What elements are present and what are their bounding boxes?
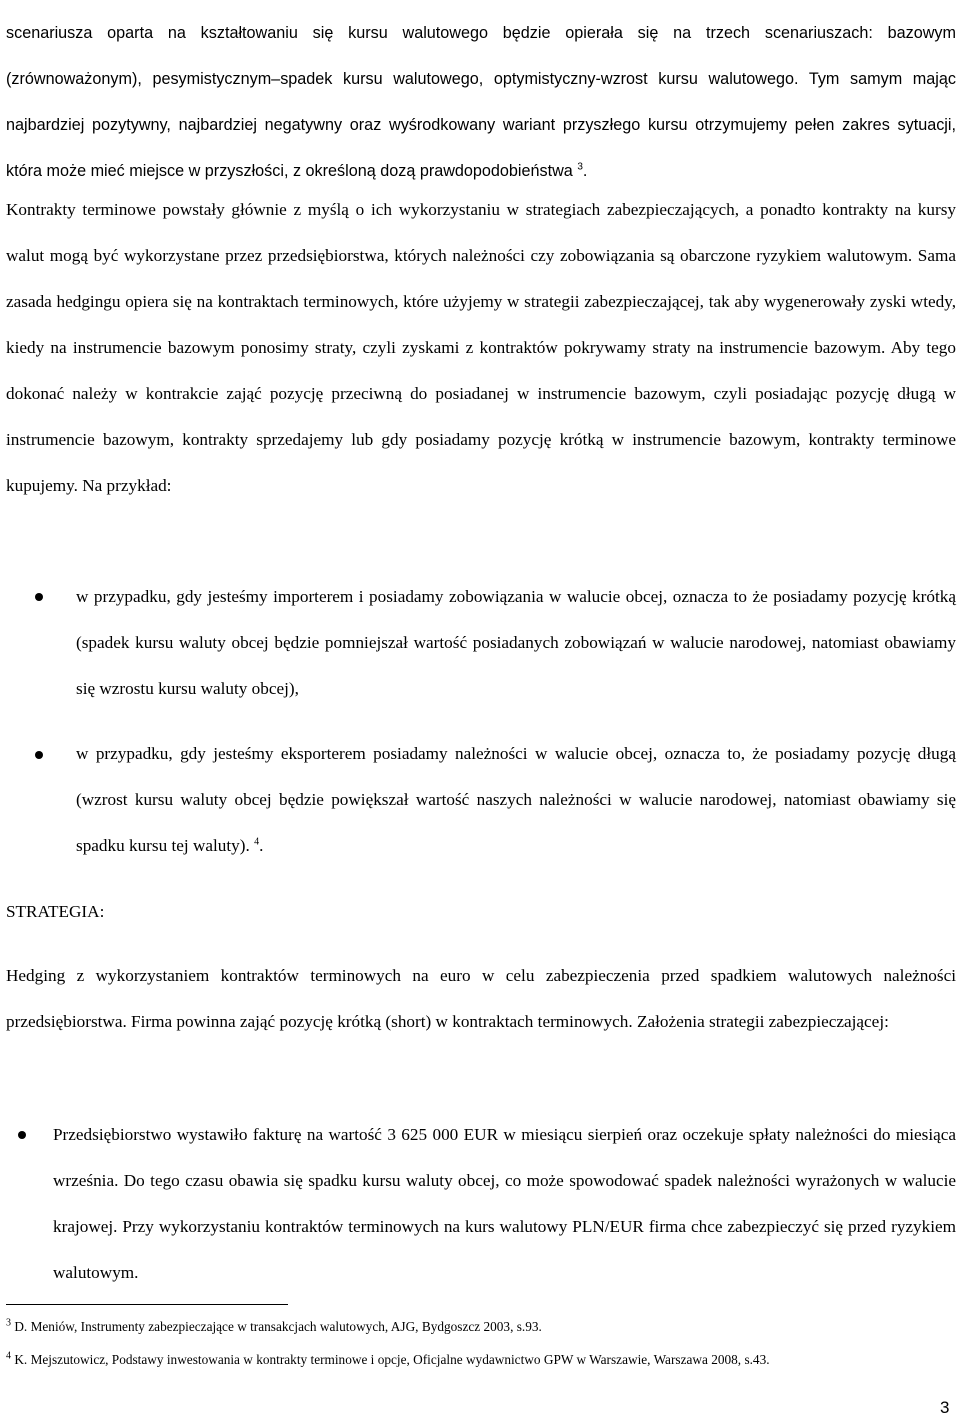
paragraph-scenarios <box>6 10 956 194</box>
bullet-item-exporter-text: w przypadku, gdy jesteśmy eksporterem posiadamy należności w walucie obcej, oznacza to, że posiadamy pozycję długą (wzrost kursu waluty obcej będzie powiększał wartość naszych należności w walucie narodowej, natomiast obawiamy się spadku kursu tej waluty). <box>76 744 956 855</box>
paragraph-forward-contracts-text: Kontrakty terminowe powstały głównie z myślą o ich wykorzystaniu w strategiach zabezpieczających, a ponadto kontrakty na kursy walut mogą być wykorzystane przez przedsiębiorstwa, których należności czy zobowiązania są obarczone ryzykiem walutowym. Sama zasada hedgingu opiera się na kontraktach terminowych, które użyjemy w strategii zabezpieczającej, tak aby wygenerowały zyski wtedy, kiedy na instrumencie bazowym ponosimy straty, czyli zyskami z kontraktów pokrywamy straty na instrumencie bazowym. Aby tego dokonać należy w kontrakcie zająć pozycję przeciwną do posiadanej w instrumencie bazowym, czyli posiadając pozycję długą w instrumencie bazowym, kontrakty sprzedajemy lub gdy posiadamy pozycję krótką w instrumencie bazowym, kontrakty terminowe kupujemy. Na przykład: <box>6 200 956 495</box>
bullet-item-importer-text: w przypadku, gdy jesteśmy importerem i posiadamy zobowiązania w walucie obcej, oznacza to że posiadamy pozycję krótką (spadek kursu waluty obcej będzie pomniejszał wartość posiadanych zobowiązań w walucie narodowej, natomiast obawiamy się wzrostu kursu waluty obcej), <box>76 587 956 698</box>
footnote-3 <box>6 1318 946 1336</box>
footnote-number: 3 <box>6 1317 11 1329</box>
bullet-item-exporter <box>76 731 956 869</box>
bullet-item-importer <box>76 574 956 712</box>
footnote-ref-4: 4 <box>254 836 260 848</box>
paragraph-scenarios-end: . <box>582 162 588 180</box>
bullet-item-exporter-end: . <box>259 836 264 855</box>
bullet-item-invoice <box>53 1112 956 1296</box>
paragraph-hedging-text: Hedging z wykorzystaniem kontraktów terminowych na euro w celu zabezpieczenia przed spadkiem walutowych należności przedsiębiorstwa. Firma powinna zająć pozycję krótką (short) w kontraktach terminowych. Założenia strategii zabezpieczającej: <box>6 966 956 1031</box>
strategy-heading: STRATEGIA: <box>6 902 105 921</box>
bullet-dot <box>18 1131 26 1139</box>
bullet-item-invoice-text: Przedsiębiorstwo wystawiło fakturę na wartość 3 625 000 EUR w miesiącu sierpień oraz oczekuje spłaty należności do miesiąca września. Do tego czasu obawia się spadku kursu waluty obcej, co może spowodować spadek należności wyrażonych w walucie krajowej. Przy wykorzystaniu kontraktów terminowych na kurs walutowy PLN/EUR firma chce zabezpieczyć się przed ryzykiem walutowym. <box>53 1125 956 1282</box>
paragraph-hedging <box>6 953 956 1045</box>
bullet-dot <box>35 751 43 759</box>
paragraph-forward-contracts <box>6 187 956 509</box>
footnote-4 <box>6 1351 946 1369</box>
footnote-ref-3: 3 <box>577 161 583 173</box>
footnote-text: D. Meniów, Instrumenty zabezpieczające w transakcjach walutowych, AJG, Bydgoszcz 2003, s.93. <box>11 1319 542 1334</box>
bullet-dot <box>35 593 43 601</box>
footnote-number: 4 <box>6 1350 11 1362</box>
page-number: 3 <box>940 1398 950 1417</box>
footnote-text: K. Mejszutowicz, Podstawy inwestowania w kontrakty terminowe i opcje, Oficjalne wydawnictwo GPW w Warszawie, Warszawa 2008, s.43. <box>11 1352 770 1367</box>
paragraph-scenarios-text: scenariusza oparta na kształtowaniu się kursu walutowego będzie opierała się na trzech scenariuszach: bazowym (zrównoważonym), pesymistycznym–spadek kursu walutowego, optymistyczny-wzrost kursu walutowego. Tym samym mając najbardziej pozytywny, najbardziej negatywny oraz wyśrodkowany wariant przyszłego kursu otrzymujemy pełen zakres sytuacji, która może mieć miejsce w przyszłości, z określoną dozą prawdopodobieństwa <box>6 24 956 180</box>
footnote-separator <box>6 1304 288 1305</box>
